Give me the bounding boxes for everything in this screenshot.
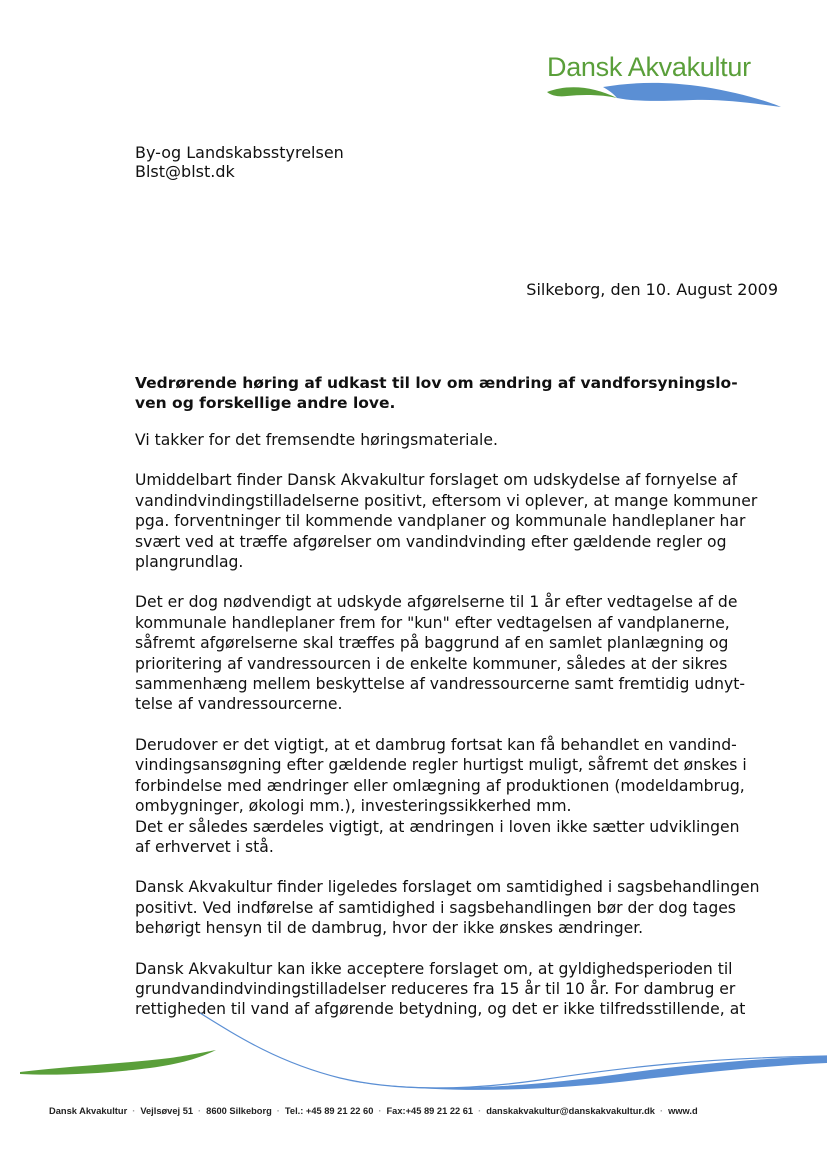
footer-phone: Tel.: +45 89 21 22 60	[284, 1106, 374, 1116]
recipient-name: By-og Landskabsstyrelsen	[135, 143, 344, 162]
text-line: plangrundlag.	[135, 553, 244, 572]
footer-city: 8600 Silkeborg	[206, 1106, 272, 1116]
footer-wave-green	[20, 1050, 216, 1075]
footer-separator: ·	[198, 1106, 202, 1116]
footer-email: danskakvakultur@danskakvakultur.dk	[486, 1106, 655, 1116]
logo-wave-icon	[545, 82, 785, 112]
text-line: pga. forventninger til kommende vandplaner og kommunale handleplaner har	[135, 512, 746, 531]
footer-street: Vejlsøvej 51	[140, 1106, 194, 1116]
text-line: Vi takker for det fremsendte høringsmateriale.	[135, 431, 498, 449]
text-line: rettigheden til vand af afgørende betydning, og det er ikke tilfredsstillende, at	[135, 1000, 746, 1019]
recipient-email: Blst@blst.dk	[135, 162, 235, 181]
company-logo	[545, 50, 785, 115]
text-line: såfremt afgørelserne skal træffes på baggrund af en samlet planlægning og	[135, 634, 729, 653]
logo-wave-blue	[603, 83, 781, 107]
logo-text: Dansk Akvakultur	[547, 52, 751, 82]
footer-fax: Fax:+45 89 21 22 61	[386, 1106, 474, 1116]
text-line: grundvandindvindingstilladelser reduceres fra 15 år til 10 år. For dambrug er	[135, 979, 736, 998]
text-line: prioritering af vandressourcen i de enkelte kommuner, således at der sikres	[135, 654, 728, 673]
text-line: kommunale handleplaner frem for "kun" efter vedtagelsen af vandplanerne,	[135, 613, 730, 632]
footer-separator: ·	[659, 1106, 664, 1116]
paragraph-postponement	[135, 470, 785, 572]
text-line: forbindelse med ændringer eller omlægning af produktionen (modeldambrug,	[135, 776, 745, 795]
text-line: telse af vandressourcerne.	[135, 695, 343, 714]
letter-body	[135, 430, 785, 1040]
text-line: ombygninger, økologi mm.), investeringssikkerhed mm.	[135, 797, 572, 816]
footer-separator: ·	[276, 1106, 280, 1116]
text-line: vandindvindingstilladelserne positivt, eftersom vi oplever, at mange kommuner	[135, 491, 758, 510]
text-line: Umiddelbart finder Dansk Akvakultur forslaget om udskydelse af fornyelse af	[135, 471, 738, 490]
footer-separator: ·	[132, 1106, 136, 1116]
letterhead-footer	[49, 1106, 698, 1116]
footer-wave-blue-line	[200, 1013, 827, 1088]
text-line: Dansk Akvakultur kan ikke acceptere forslaget om, at gyldighedsperioden til	[135, 959, 733, 978]
paragraph-thanks	[135, 430, 785, 450]
text-line: af erhvervet i stå.	[135, 837, 274, 856]
text-line: behørigt hensyn til de dambrug, hvor der ikke ønskes ændringer.	[135, 919, 644, 938]
footer-wave-blue	[330, 1056, 827, 1090]
letter-subject	[135, 373, 775, 413]
subject-line: ven og forskellige andre love.	[135, 394, 396, 412]
footer-company: Dansk Akvakultur	[49, 1106, 128, 1116]
text-line: vindingsansøgning efter gældende regler hurtigst muligt, såfremt det ønskes i	[135, 756, 747, 775]
text-line: positivt. Ved indførelse af samtidighed i sagsbehandlingen bør der dog tages	[135, 898, 736, 917]
footer-separator: ·	[478, 1106, 482, 1116]
letter-date: Silkeborg, den 10. August 2009	[526, 280, 778, 299]
text-line: Det er dog nødvendigt at udskyde afgørelserne til 1 år efter vedtagelse af de	[135, 593, 738, 612]
subject-line: Vedrørende høring af udkast til lov om ændring af vandforsyningslo-	[135, 374, 738, 392]
paragraph-action-plans	[135, 592, 785, 714]
footer-wave-icon	[0, 1008, 827, 1103]
text-line: sammenhæng mellem beskyttelse af vandressourcerne samt fremtidig udnyt-	[135, 675, 745, 694]
text-line: Derudover er det vigtigt, at et dambrug fortsat kan få behandlet en vandind-	[135, 735, 737, 754]
text-line: Dansk Akvakultur finder ligeledes forslaget om samtidighed i sagsbehandlingen	[135, 878, 760, 897]
text-line: svært ved at træffe afgørelser om vandindvinding efter gældende regler og	[135, 532, 727, 551]
paragraph-simultaneity	[135, 877, 785, 938]
footer-website: www.d	[668, 1106, 698, 1116]
paragraph-fish-farms	[135, 735, 785, 857]
footer-separator: ·	[378, 1106, 382, 1116]
recipient-address	[135, 143, 344, 181]
text-line: Det er således særdeles vigtigt, at ændringen i loven ikke sætter udviklingen	[135, 817, 740, 836]
